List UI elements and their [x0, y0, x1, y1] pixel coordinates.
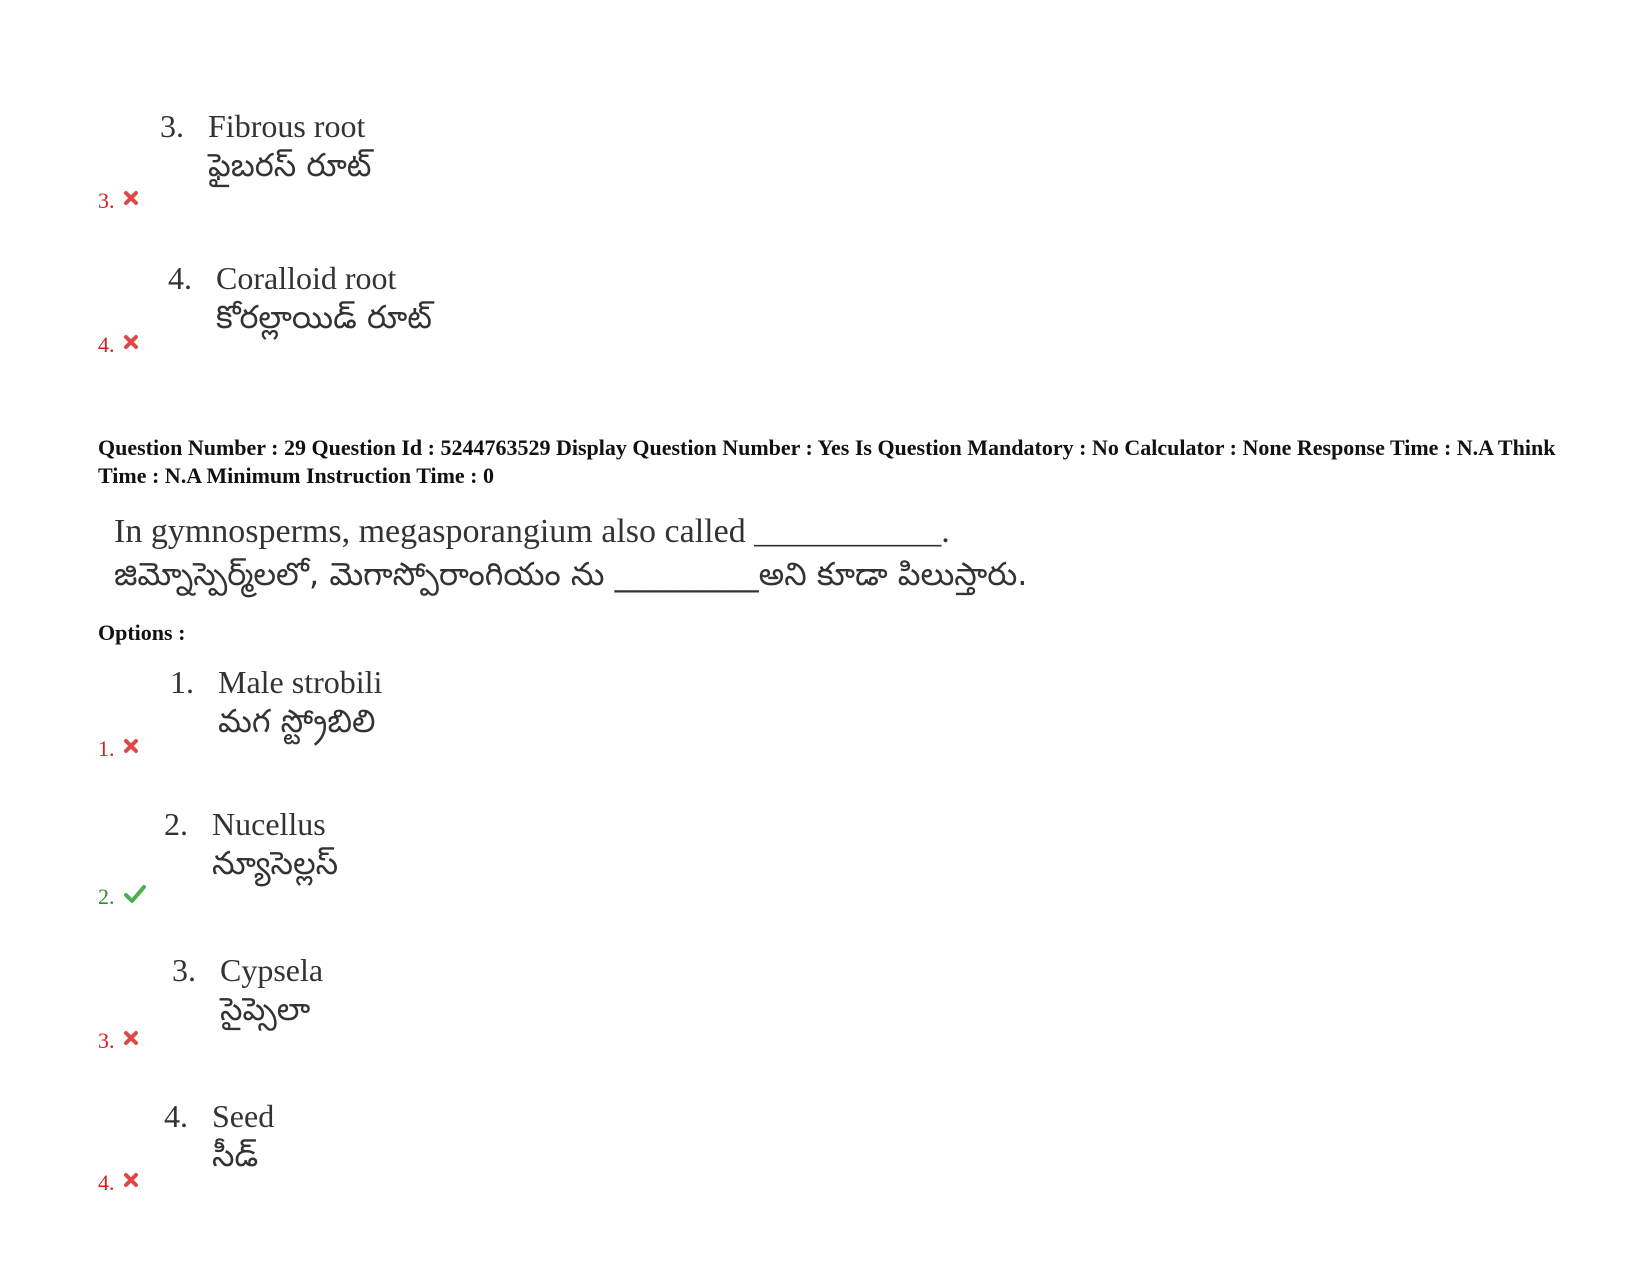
option-4-content — [164, 1098, 274, 1176]
option-text-en: Nucellus — [212, 806, 326, 842]
options-label: Options : — [98, 620, 186, 645]
prev-option-4-marker — [98, 334, 139, 356]
option-text-en: Cypsela — [220, 952, 324, 988]
cross-icon — [123, 738, 139, 754]
option-marker-number: 4. — [98, 1170, 115, 1195]
option-text-en: Seed — [212, 1098, 275, 1134]
option-number: 2. — [164, 806, 188, 842]
option-text-en: Male strobili — [218, 664, 383, 700]
option-marker-number: 3. — [98, 188, 115, 213]
option-text-te: సీడ్ — [212, 1135, 259, 1174]
question-text-en: In gymnosperms, megasporangium also called ___________. — [114, 513, 950, 550]
question-text — [114, 512, 1027, 596]
option-text-te: మగ స్ట్రోబిలి — [218, 701, 376, 740]
option-2-marker — [98, 884, 147, 908]
cross-icon — [123, 1172, 139, 1188]
option-number: 4. — [168, 260, 192, 296]
cross-icon — [123, 1030, 139, 1046]
cross-icon — [123, 334, 139, 350]
option-number: 1. — [170, 664, 194, 700]
option-text-te: సైప్సెలా — [220, 989, 311, 1028]
prev-option-3-content — [160, 108, 371, 186]
option-number: 3. — [172, 952, 196, 988]
option-3-content — [172, 952, 323, 1030]
option-text-te: కోరల్లాయిడ్ రూట్ — [216, 297, 432, 336]
question-meta: Question Number : 29 Question Id : 5244763529 Display Question Number : Yes Is Question Mandatory : No Calculator : None Response Time : N.A Think Time : N.A Minimum Instruction Time : 0 — [98, 435, 1556, 488]
option-1-content — [170, 664, 382, 742]
option-marker-number: 3. — [98, 1028, 115, 1053]
option-1-marker — [98, 738, 139, 760]
option-text-en: Coralloid root — [216, 260, 397, 296]
option-marker-number: 2. — [98, 884, 115, 909]
option-marker-number: 4. — [98, 332, 115, 357]
option-marker-number: 1. — [98, 736, 115, 761]
option-text-te: న్యూసెల్లస్ — [212, 843, 339, 882]
prev-option-4-content — [168, 260, 432, 338]
prev-option-3-marker — [98, 190, 139, 212]
option-text-en: Fibrous root — [208, 108, 366, 144]
cross-icon — [123, 190, 139, 206]
option-4-marker — [98, 1172, 139, 1194]
checkmark-icon — [123, 884, 147, 904]
option-number: 3. — [160, 108, 184, 144]
option-text-te: ఫైబరస్ రూట్ — [208, 145, 372, 184]
question-text-te: జిమ్నోస్పెర్మ్‌లలో, మెగాస్పోరాంగియం ను _________అని కూడా పిలుస్తారు. — [114, 554, 1028, 593]
option-2-content — [164, 806, 338, 884]
option-number: 4. — [164, 1098, 188, 1134]
option-3-marker — [98, 1030, 139, 1052]
